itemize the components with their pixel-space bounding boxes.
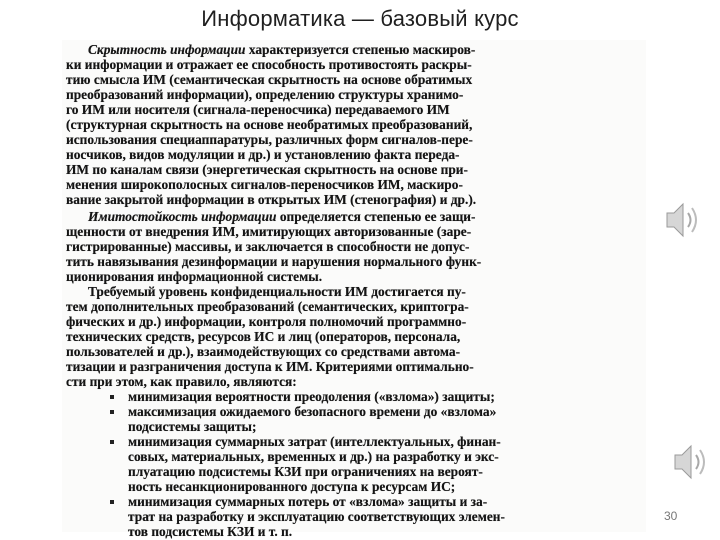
scan-line: ИМ по каналам связи (энергетическая скрытность на основе при- [66, 162, 468, 177]
scan-line: трат на разработку и эксплуатацию соответствующих элемен- [128, 509, 505, 524]
bullet-marker [110, 410, 114, 414]
scan-line [88, 209, 475, 224]
scan-line: использования специаппаратуры, различных форм сигналов-пере- [66, 132, 473, 147]
bullet-marker [110, 395, 114, 399]
scan-line: преобразований информации), определению структуры хранимо- [66, 87, 464, 102]
scan-line: тию смысла ИМ (семантическая скрытность на основе обратимых [66, 72, 473, 87]
scan-line: совых, материальных, временных и др.) на разработку и экс- [128, 449, 499, 464]
speaker-icon[interactable] [664, 198, 702, 242]
scan-line: тов подсистемы КЗИ и т. п. [128, 524, 293, 539]
line-text: характеризуется степенью маскиров- [245, 42, 476, 57]
scan-line: щенности от внедрения ИМ, имитирующих авторизованные (заре- [66, 224, 472, 239]
scanned-page [62, 40, 646, 539]
scan-line: подсистемы защиты; [128, 419, 257, 434]
scan-line: минимизация вероятности преодоления («взлома») защиты; [128, 389, 495, 404]
page-number: 30 [664, 509, 678, 523]
scan-line: фических и др.) информации, контроля полномочий программно- [66, 314, 467, 329]
scan-line: (структурная скрытность на основе необратимых преобразований, [66, 117, 473, 132]
scan-line: гистрированные) массивы, и заключается в способности не допус- [66, 239, 470, 254]
scan-line: го ИМ или носителя (сигнала-переносчика) передаваемого ИМ [66, 102, 450, 117]
scan-line: минимизация суммарных потерь от «взлома» защиты и за- [128, 494, 488, 509]
scan-line: менения широкополосных сигналов-переносчиков ИМ, маскиро- [66, 177, 463, 192]
scan-line: минимизация суммарных затрат (интеллектуальных, финан- [128, 434, 501, 449]
scan-line: носчиков, видов модуляции и др.) и установлению факта переда- [66, 147, 460, 162]
scan-line: ционирования информационной системы. [66, 269, 323, 284]
scan-line [88, 42, 475, 57]
scan-line: тизации и разграничения доступа к ИМ. Критериями оптимально- [66, 359, 474, 374]
scan-line: технических средств, ресурсов ИС и лиц (операторов, персонала, [66, 329, 461, 344]
scan-line: ность несанкционированного доступа к ресурсам ИС; [128, 479, 456, 494]
scan-line: максимизация ожидаемого безопасного времени до «взлома» [128, 404, 497, 419]
speaker-icon-graphic [672, 440, 710, 484]
scan-line: сти при этом, как правило, являются: [66, 374, 297, 389]
term-em: Скрытность информации [88, 42, 246, 57]
speaker-icon[interactable] [672, 440, 710, 484]
bullet-marker [110, 440, 114, 444]
term-em: Имитостойкость информации [88, 209, 277, 224]
scan-line: тить навязывания дезинформации и нарушения нормального функ- [66, 254, 482, 269]
scan-line: ки информации и отражает ее способность противостоять раскры- [66, 57, 472, 72]
speaker-icon-graphic [664, 198, 702, 242]
bullet-marker [110, 500, 114, 504]
scan-line: пользователей и др.), взаимодействующих со средствами автома- [66, 344, 461, 359]
scan-line: плуатацию подсистемы КЗИ при ограничениях на вероят- [128, 464, 483, 479]
line-text: определяется степенью ее защи- [276, 209, 476, 224]
scan-line: тем дополнительных преобразований (семантических, криптогра- [66, 299, 469, 314]
slide-title: Информатика — базовый курс [201, 6, 519, 31]
scan-line: Требуемый уровень конфиденциальности ИМ достигается пу- [88, 284, 466, 299]
scan-line: вание закрытой информации в открытых ИМ (стенография) и др.). [66, 192, 477, 207]
